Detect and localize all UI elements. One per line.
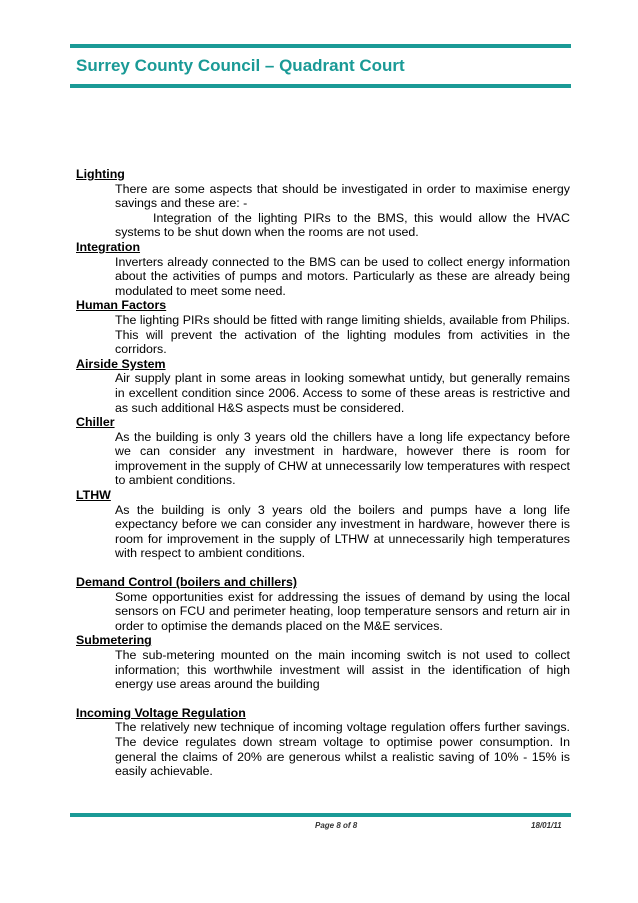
section-paragraph: The sub-metering mounted on the main incoming switch is not used to collect information; this worthwhile investment will assist in the identification of high energy use areas around the building: [115, 648, 570, 692]
footer-rule: [70, 813, 571, 817]
section-human-factors: [76, 298, 570, 356]
section-submetering: [76, 633, 570, 691]
footer-date: 18/01/11: [531, 821, 562, 830]
document-body: [76, 167, 570, 779]
section-lthw: [76, 488, 570, 561]
section-paragraph: Inverters already connected to the BMS can be used to collect energy information about the activities of pumps and motors. Particularly as these are already being modulated to meet some need.: [115, 254, 570, 298]
section-heading: LTHW: [76, 488, 111, 503]
section-heading: Lighting: [76, 167, 125, 181]
section-paragraph: Some opportunities exist for addressing the issues of demand by using the local sensors on FCU and perimeter heating, loop temperature sensors and return air in order to optimise the demands placed on the M&E services.: [115, 589, 570, 633]
section-paragraph: Air supply plant in some areas in looking somewhat untidy, but generally remains in excellent condition since 2006. Access to some of these areas is restrictive and as such additional H&S aspects must be considered.: [115, 371, 570, 415]
section-paragraph: The lighting PIRs should be fitted with range limiting shields, available from Philips. This will prevent the activation of the lighting modules from activities in the corridors.: [115, 312, 570, 357]
header-rule-top: [70, 44, 571, 48]
section-demand-control: [76, 575, 570, 633]
section-chiller: [76, 415, 570, 488]
header-rule-bottom: [70, 84, 571, 88]
section-heading: Human Factors: [76, 298, 167, 313]
page-number: Page 8 of 8: [315, 821, 358, 830]
section-airside-system: [76, 357, 570, 415]
section-heading: Integration: [76, 239, 141, 254]
section-integration: [76, 240, 570, 298]
section-paragraph: As the building is only 3 years old the chillers have a long life expectancy before we can consider any investment in hardware, however there is room for improvement in the supply of CHW at unnecessarily low temperatures with respect to ambient conditions.: [115, 429, 570, 488]
section-heading: Incoming Voltage Regulation: [76, 705, 246, 720]
section-heading: Submetering: [76, 633, 152, 648]
section-heading: Chiller: [76, 415, 115, 430]
section-paragraph: Integration of the lighting PIRs to the BMS, this would allow the HVAC systems to be shut down when the rooms are not used.: [115, 210, 570, 240]
section-heading: Demand Control (boilers and chillers): [76, 575, 297, 590]
document-title: Surrey County Council – Quadrant Court: [76, 56, 405, 75]
section-lighting: [76, 167, 570, 240]
section-paragraph: As the building is only 3 years old the boilers and pumps have a long life expectancy before we can consider any investment in hardware, however there is room for improvement in the supply of LTHW at unnecessarily high temperatures with respect to ambient conditions.: [115, 502, 570, 561]
section-paragraph: The relatively new technique of incoming voltage regulation offers further savings. The device regulates down stream voltage to optimise power consumption. In general the claims of 20% are generous whilst a realistic saving of 10% - 15% is easily achievable.: [115, 720, 570, 779]
section-heading: Airside System: [76, 356, 166, 371]
section-voltage-regulation: [76, 706, 570, 779]
section-paragraph: There are some aspects that should be investigated in order to maximise energy savings and these are: -: [115, 181, 570, 211]
